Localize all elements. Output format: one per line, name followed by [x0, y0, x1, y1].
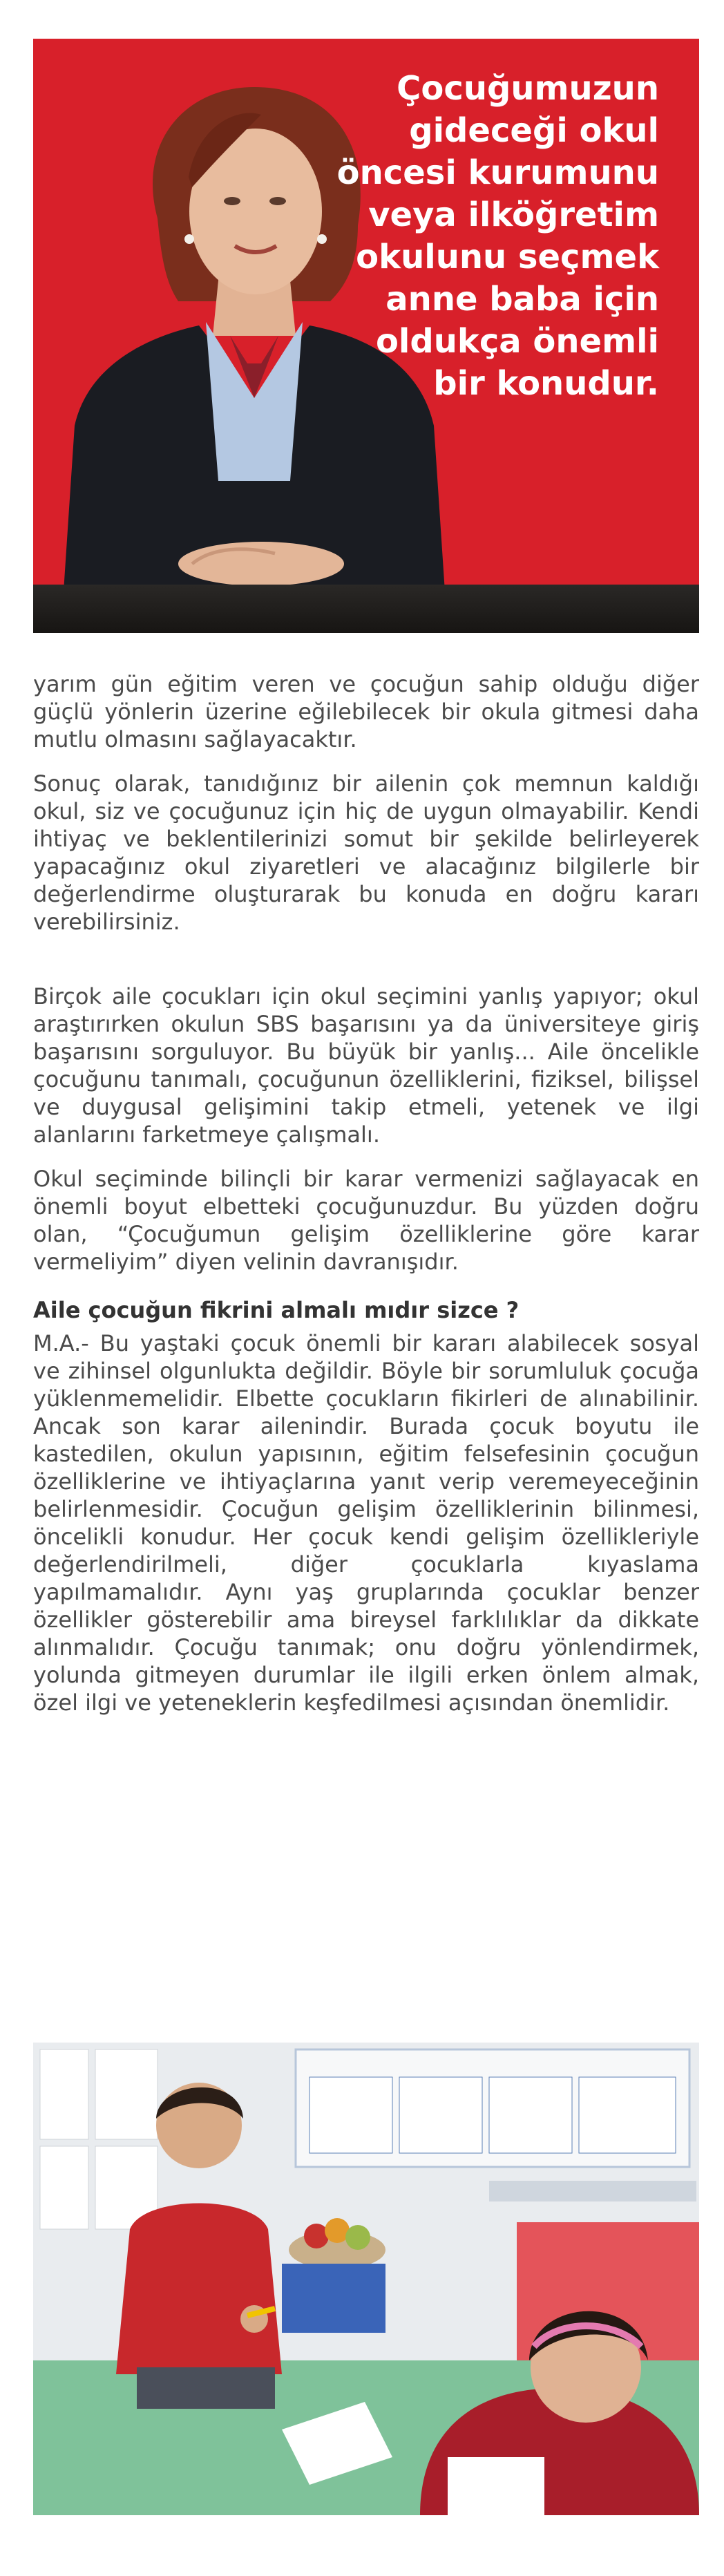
- classroom-photo-illustration: [33, 2043, 699, 2515]
- classroom-photo: [33, 2043, 699, 2515]
- paragraph: yarım gün eğitim veren ve çocuğun sahip olduğu diğer güçlü yönlerin üzerine eğilebilecek bir okula gitmesi daha mutlu olmasını sağlayacaktır.: [33, 671, 699, 752]
- desk-surface: [33, 585, 699, 633]
- article-body: [33, 670, 699, 1716]
- hero-quote: Çocuğumuzun gideceği okul öncesi kurumunu veya ilköğretim okulunu seçmek anne baba için oldukça önemli bir konudur.: [336, 69, 659, 403]
- paragraph: Okul seçiminde bilinçli bir karar vermenizi sağlayacak en önemli boyut elbetteki çocuğunuzdur. Bu yüzden doğru olan, “Çocuğumun gelişim özelliklerine göre karar vermeliyim” diyen velinin davranışıdır.: [33, 1166, 699, 1275]
- paragraph: Birçok aile çocukları için okul seçimini yanlış yapıyor; okul araştırırken okulun SBS başarısını ya da üniversiteye giriş başarısını sorguluyor. Bu büyük bir yanlış... Aile öncelikle çocuğunu tanımalı, çocuğunun özelliklerini, fiziksel, bilişsel ve duygusal gelişimini takip etmeli, yetenek ve ilgi alanlarını farketmeye çalışmalı.: [33, 983, 699, 1148]
- paragraph: Sonuç olarak, tanıdığınız bir ailenin çok memnun kaldığı okul, siz ve çocuğunuz için hiç de uygun olmayabilir. Kendi ihtiyaç ve beklentilerinizi somut bir şekilde belirleyerek yapacağınız okul ziyaretleri ve alacağınız bilgilerle bir değerlendirme oluşturarak bu konuda en doğru kararı verebilirsiniz.: [33, 770, 699, 935]
- paragraph: M.A.- Bu yaştaki çocuk önemli bir kararı alabilecek sosyal ve zihinsel olgunlukta değildir. Böyle bir sorumluluk çocuğa yüklenmemelidir. Elbette çocukların fikirleri de alınabilinir. Ancak son karar ailenindir. Burada çocuk boyutu ile kastedilen, okulun yapısının, eğitim felsefesinin çocuğun özelliklerine ve ihtiyaçlarına yanıt verip veremeyeceğinin belirlenmesidir. Çocuğun gelişim özelliklerinin bilinmesi, öncelikli konudur. Her çocuk kendi gelişim özellikleriyle değerlendirilmeli, diğer çocuklarla kıyaslama yapılmamalıdır. Aynı yaş gruplarında çocuklar benzer özellikler gösterebilir ama bireysel farklılıklar da dikkate alınmalıdır. Çocuğu tanımak; onu doğru yönlendirmek, yolunda gitmeyen durumlar ile ilgili erken önlem almak, özel ilgi ve yeteneklerin keşfedilmesi açısından önemlidir.: [33, 1330, 699, 1716]
- section-heading: Aile çocuğun fikrini almalı mıdır sizce ?: [33, 1297, 520, 1323]
- hero-banner: [33, 39, 699, 633]
